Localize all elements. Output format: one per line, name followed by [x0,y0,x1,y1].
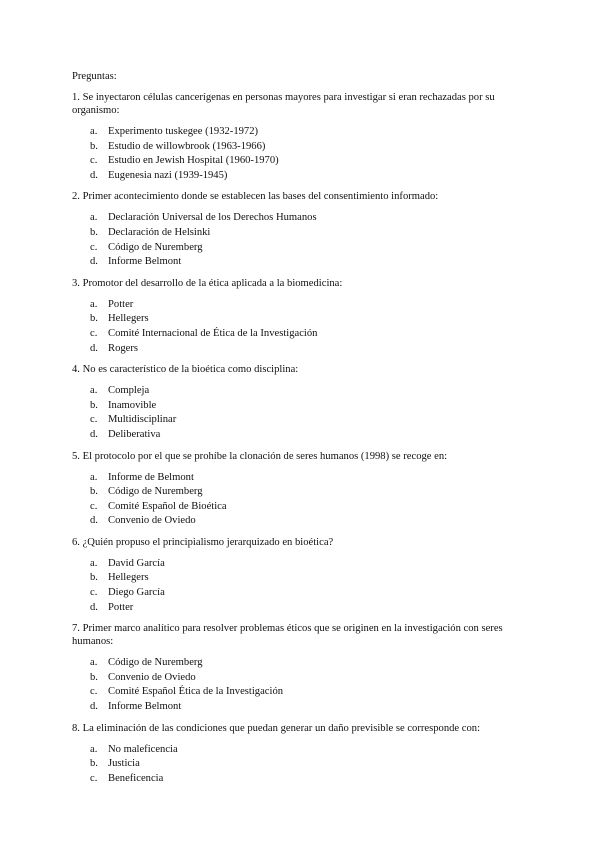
answer-option [72,743,532,758]
question-2 [72,190,532,269]
question-text: 2. Primer acontecimiento donde se establecen las bases del consentimiento informado: [72,191,439,203]
question-text: 3. Promotor del desarrollo de la ética aplicada a la biomedicina: [72,277,343,289]
option-letter: d. [90,515,98,527]
option-letter: b. [90,399,98,411]
answer-option [72,226,532,241]
option-text: No maleficencia [108,743,178,755]
option-text: Hellegers [108,313,149,325]
option-letter: a. [90,298,98,310]
answer-option [72,571,532,586]
option-letter: b. [90,226,98,238]
option-letter: d. [90,601,98,613]
option-text: Informe Belmont [108,256,182,268]
option-text: Potter [108,601,134,613]
page-heading: Preguntas: [72,71,117,82]
option-text: Experimento tuskegee (1932-1972) [108,126,259,137]
option-text: Código de Nuremberg [108,241,203,253]
question-6 [72,536,532,615]
option-letter: d. [90,342,98,354]
answer-option [72,428,532,443]
option-text: Justicia [108,758,140,770]
answer-option [72,298,532,313]
option-text: Rogers [108,342,139,354]
option-letter: b. [90,671,98,683]
answer-option [72,255,532,270]
option-letter: b. [90,758,98,770]
question-text: 1. Se inyectaron células cancerígenas en personas mayores para investigar si eran rechazadas por su organismo: [72,92,495,116]
option-text: David García [108,557,165,569]
option-letter: a. [90,385,98,397]
option-letter: a. [90,557,98,569]
question-text: 5. El protocolo por el que se prohíbe la clonación de seres humanos (1998) se recoge en: [72,450,448,462]
question-3 [72,277,532,356]
option-letter: b. [90,140,98,152]
option-text: Compleja [108,385,150,397]
answer-option [72,700,532,715]
option-letter: d. [90,169,98,181]
question-7 [72,622,532,714]
option-text: Hellegers [108,572,149,584]
option-text: Diego García [108,587,165,599]
answer-option [72,757,532,772]
option-letter: b. [90,572,98,584]
answer-option [72,211,532,226]
option-letter: c. [90,686,98,698]
option-letter: c. [90,327,98,339]
question-text: 8. La eliminación de las condiciones que puedan generar un daño previsible se corresponde con: [72,722,481,734]
option-text: Informe de Belmont [108,471,194,483]
option-letter: c. [90,155,98,167]
answer-option [72,342,532,357]
option-letter: d. [90,701,98,713]
answer-option [72,140,532,155]
option-text: Beneficencia [108,772,164,784]
option-text: Código de Nuremberg [108,486,203,498]
option-list [72,125,532,183]
answer-option [72,601,532,616]
option-letter: a. [90,743,98,755]
option-list [72,557,532,615]
option-letter: a. [90,212,98,224]
option-text: Estudio en Jewish Hospital (1960-1970) [108,155,279,167]
option-text: Comité Español de Bioética [108,500,227,512]
answer-option [72,586,532,601]
option-letter: c. [90,772,98,784]
option-text: Comité Internacional de Ética de la Investigación [108,327,318,339]
question-text: 6. ¿Quién propuso el principialismo jerarquizado en bioética? [72,536,334,548]
option-text: Convenio de Oviedo [108,515,196,527]
option-text: Comité Español Ética de la Investigación [108,686,284,698]
answer-option [72,471,532,486]
answer-option [72,656,532,671]
question-1 [72,91,532,183]
option-letter: b. [90,486,98,498]
option-text: Inamovible [108,399,157,411]
question-list [72,91,532,786]
answer-option [72,241,532,256]
question-text: 7. Primer marco analítico para resolver problemas éticos que se originen en la investigación con seres humanos: [72,623,503,648]
option-text: Potter [108,298,134,310]
option-letter: a. [90,126,98,137]
question-5 [72,450,532,529]
option-letter: b. [90,313,98,325]
answer-option [72,557,532,572]
option-list [72,743,532,787]
option-letter: c. [90,500,98,512]
option-list [72,211,532,269]
option-letter: c. [90,414,98,426]
option-text: Convenio de Oviedo [108,671,196,683]
option-list [72,471,532,529]
answer-option [72,772,532,787]
option-list [72,298,532,356]
option-text: Informe Belmont [108,701,182,713]
option-letter: d. [90,428,98,440]
option-text: Estudio de willowbrook (1963-1966) [108,140,266,152]
answer-option [72,413,532,428]
option-letter: a. [90,471,98,483]
answer-option [72,514,532,529]
answer-option [72,169,532,184]
answer-option [72,500,532,515]
option-list [72,656,532,714]
option-text: Eugenesia nazi (1939-1945) [108,169,228,181]
option-letter: d. [90,256,98,268]
option-text: Código de Nuremberg [108,657,203,669]
answer-option [72,384,532,399]
document-page [72,70,532,793]
answer-option [72,399,532,414]
option-letter: c. [90,241,98,253]
question-8 [72,722,532,787]
answer-option [72,327,532,342]
option-text: Declaración de Helsinki [108,226,211,238]
option-text: Deliberativa [108,428,161,440]
answer-option [72,312,532,327]
answer-option [72,154,532,169]
answer-option [72,125,532,140]
option-list [72,384,532,442]
option-letter: c. [90,587,98,599]
answer-option [72,671,532,686]
question-text: 4. No es característico de la bioética como disciplina: [72,364,299,376]
option-text: Multidisciplinar [108,414,177,426]
option-letter: a. [90,657,98,669]
answer-option [72,485,532,500]
answer-option [72,685,532,700]
option-text: Declaración Universal de los Derechos Humanos [108,212,317,224]
question-4 [72,363,532,442]
